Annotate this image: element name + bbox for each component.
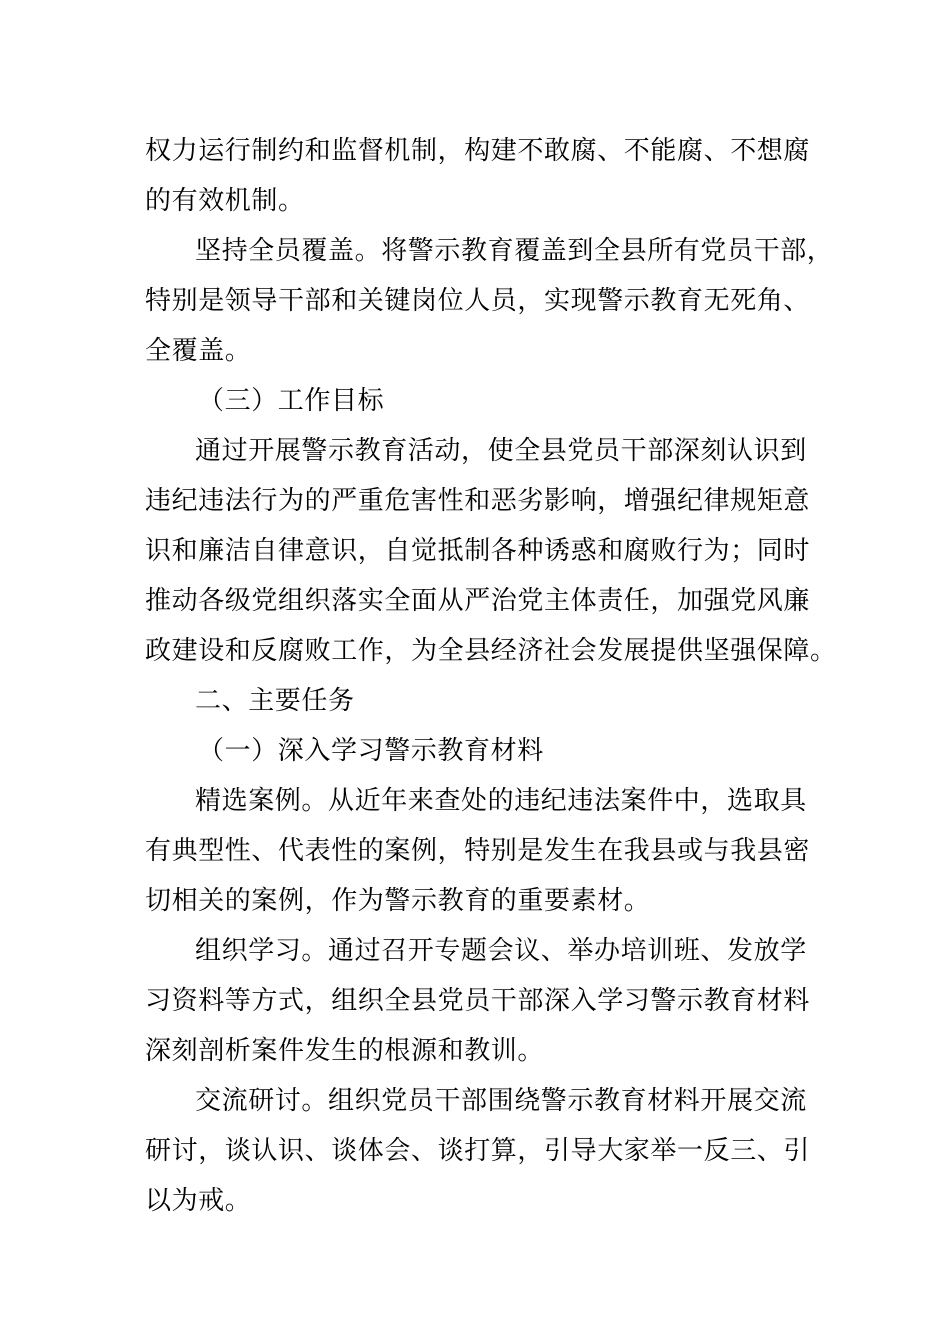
text-line: 以为戒。 [145,1186,252,1216]
text-line: 政建设和反腐败工作，为全县经济社会发展提供坚强保障。 [145,636,837,666]
text-line: 研讨，谈认识、谈体会、谈打算，引导大家举一反三、引 [145,1136,811,1166]
text-line: 全覆盖。 [145,336,252,366]
section-heading: 二、主要任务 [195,686,355,716]
text-line: 精选案例。从近年来查处的违纪违法案件中，选取具 [195,786,807,816]
text-line: 交流研讨。组织党员干部围绕警示教育材料开展交流 [195,1086,807,1116]
section-heading: （三）工作目标 [198,386,385,416]
text-line: 识和廉洁自律意识，自觉抵制各种诱惑和腐败行为；同时 [145,536,811,566]
text-line: 深刻剖析案件发生的根源和教训。 [145,1036,545,1066]
text-line: 习资料等方式，组织全县党员干部深入学习警示教育材料 [145,986,811,1016]
text-line: 推动各级党组织落实全面从严治党主体责任，加强党风廉 [145,586,811,616]
subsection-heading: （一）深入学习警示教育材料 [198,736,544,766]
text-line: 组织学习。通过召开专题会议、举办培训班、发放学 [195,936,807,966]
text-line: 的有效机制。 [145,186,305,216]
text-line: 通过开展警示教育活动，使全县党员干部深刻认识到 [195,436,807,466]
text-line: 有典型性、代表性的案例，特别是发生在我县或与我县密 [145,836,811,866]
text-line: 坚持全员覆盖。将警示教育覆盖到全县所有党员干部， [195,236,834,266]
text-line: 切相关的案例，作为警示教育的重要素材。 [145,886,651,916]
text-line: 违纪违法行为的严重危害性和恶劣影响，增强纪律规矩意 [145,486,811,516]
text-line: 特别是领导干部和关键岗位人员，实现警示教育无死角、 [145,286,811,316]
text-line: 权力运行制约和监督机制，构建不敢腐、不能腐、不想腐 [145,136,811,166]
